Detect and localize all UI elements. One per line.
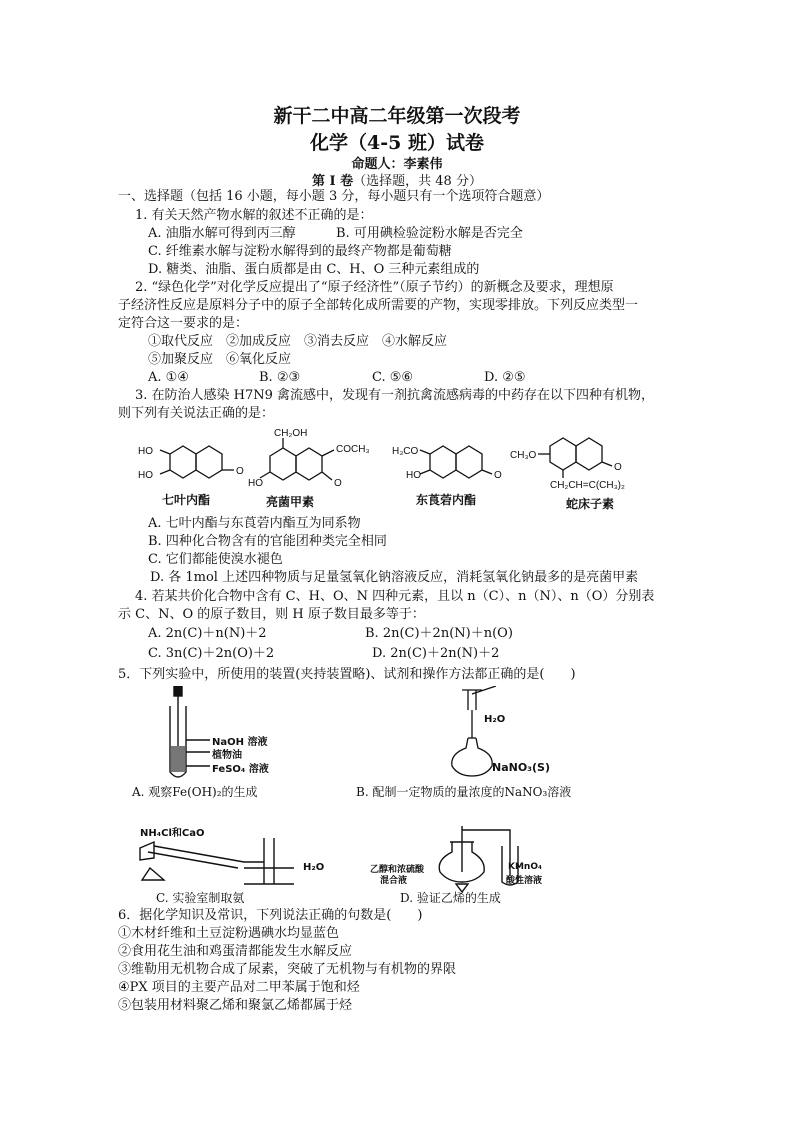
figA-label3: FeSO₄ 溶液 (212, 764, 269, 775)
figD-caption: D. 验证乙烯的生成 (400, 891, 501, 905)
q1-option-a: A. 油脂水解可得到丙三醇 (148, 226, 296, 241)
q4-line2: 示 C、N、O 的原子数目，则 H 原子数目最多等于： (118, 607, 425, 622)
structure-donglangdangneizhi (420, 446, 492, 478)
figA-caption: A. 观察Fe(OH)₂的生成 (132, 785, 258, 799)
q6-statement-5: ⑤包装用材料聚乙烯和聚氯乙烯都属于烃 (118, 998, 353, 1013)
figD-label4: 酸性溶液 (506, 876, 543, 886)
struct3-label: H₃CO (392, 446, 419, 457)
q4-line1: 4. 若某共价化合物中含有 C、H、O、N 四种元素，且以 n（C）、n（N）、n（O）分别表 (135, 589, 655, 604)
struct2-label2: COCH₃ (336, 444, 370, 455)
q5-stem: 5．下列实验中，所使用的装置(夹持装置略)、试剂和操作方法都正确的是( ) (118, 667, 576, 682)
q4-option-c: C. 3n(C)＋2n(O)＋2 (148, 646, 275, 661)
q6-stem: 6．据化学知识及常识，下列说法正确的句数是( ) (118, 908, 423, 923)
q1-stem: 1. 有关天然产物水解的叙述不正确的是： (135, 208, 373, 223)
exam-title: 新干二中高二年级第一次段考 (273, 105, 521, 127)
q3-option-d: D. 各 1mol 上述四种物质与足量氢氧化钠溶液反应，消耗氢氧化钠最多的是亮菌甲素 (150, 570, 639, 585)
q4-option-d: D. 2n(C)＋2n(N)＋2 (372, 646, 500, 661)
q2-line3: 定符合这一要求的是： (118, 316, 249, 331)
part-note: （选择题，共 48 分） (353, 174, 482, 189)
q2-option-c: C. ⑤⑥ (372, 370, 414, 385)
q4-option-b: B. 2n(C)＋2n(N)＋n(O) (365, 626, 513, 641)
q2-line1: 2. “绿色化学”对化学反应提出了“原子经济性”（原子节约）的新概念及要求，理想原 (135, 280, 614, 295)
figB-caption: B. 配制一定物质的量浓度的NaNO₃溶液 (356, 785, 572, 799)
part-title: 第 I 卷 (312, 174, 354, 189)
svg-text:O: O (334, 478, 342, 489)
struct4-label2: CH₂CH=C(CH₃)₂ (550, 480, 625, 491)
q3-line1: 3. 在防治人感染 H7N9 禽流感中，发现有一剂抗禽流感病毒的中药存在以下四种有机物， (135, 388, 655, 403)
q6-statement-4: ④PX 项目的主要产品对二甲苯属于饱和烃 (118, 980, 360, 995)
struct3-name: 东莨菪内酯 (416, 493, 477, 507)
svg-text:O: O (614, 462, 622, 473)
part-heading (0, 170, 794, 189)
q6-statement-1: ①木材纤维和土豆淀粉遇碘水均显蓝色 (118, 926, 340, 941)
q2-reaction-types-row2: ⑤加聚反应 ⑥氧化反应 (148, 352, 292, 367)
svg-text:O: O (494, 470, 502, 481)
figC-label2: H₂O (303, 862, 325, 873)
q6-statement-2: ②食用花生油和鸡蛋清都能发生水解反应 (118, 944, 353, 959)
struct1-name: 七叶内酯 (162, 493, 211, 507)
figD-label3: KMnO₄ (508, 862, 542, 872)
struct2-name: 亮菌甲素 (266, 495, 315, 509)
q1-option-d: D. 糖类、油脂、蛋白质都是由 C、H、O 三种元素组成的 (148, 262, 480, 277)
svg-text:O: O (236, 466, 244, 477)
q1-option-c: C. 纤维素水解与淀粉水解得到的最终产物都是葡萄糖 (148, 244, 452, 259)
struct2-label1: CH₂OH (274, 428, 308, 439)
struct4-label1: CH₃O (510, 450, 537, 461)
q2-reaction-types-row1: ①取代反应 ②加成反应 ③消去反应 ④水解反应 (148, 334, 448, 349)
q2-line2: 子经济性反应是原料分子中的原子全部转化成所需要的产物，实现零排放。下列反应类型一 (118, 298, 639, 313)
svg-text:HO: HO (138, 446, 153, 457)
exam-author: 命题人：李素伟 (351, 157, 443, 172)
q3-option-a: A. 七叶内酯与东莨菪内酯互为同系物 (148, 516, 361, 531)
struct4-name: 蛇床子素 (566, 497, 615, 511)
q6-statement-3: ③维勒用无机物合成了尿素，突破了无机物与有机物的界限 (118, 962, 457, 977)
figD-label1: 乙醇和浓硫酸 (370, 865, 425, 875)
section1-heading: 一、选择题（包括 16 小题，每小题 3 分，每小题只有一个选项符合题意） (118, 189, 550, 204)
exam-subtitle: 化学（4-5 班）试卷 (310, 132, 484, 154)
svg-text:HO: HO (138, 470, 153, 481)
figC-caption: C. 实验室制取氨 (156, 891, 245, 905)
q3-option-b: B. 四种化合物含有的官能团种类完全相同 (148, 534, 387, 549)
structure-shechuangzisu (538, 438, 612, 478)
figA-label1: NaOH 溶液 (212, 737, 268, 748)
q2-option-a: A. ①④ (148, 370, 189, 385)
figC-label1: NH₄Cl和CaO (140, 828, 205, 839)
q4-option-a: A. 2n(C)＋n(N)＋2 (148, 626, 267, 641)
q1-option-b: B. 可用碘检验淀粉水解是否完全 (336, 226, 523, 241)
q2-option-b: B. ②③ (259, 370, 301, 385)
figB-label2: NaNO₃(S) (492, 761, 550, 774)
q3-option-c: C. 它们都能使溴水褪色 (148, 552, 283, 567)
structure-liangjunjiasu (260, 438, 334, 480)
figD-label2: 混合液 (380, 876, 408, 886)
q3-line2: 则下列有关说法正确的是： (118, 406, 275, 421)
svg-text:HO: HO (248, 478, 263, 489)
q2-option-d: D. ②⑤ (484, 370, 526, 385)
figA-label2: 植物油 (212, 750, 242, 761)
structure-qiyeneizhi (160, 446, 234, 478)
figB-label1: H₂O (484, 714, 506, 725)
svg-text:HO: HO (406, 470, 421, 481)
